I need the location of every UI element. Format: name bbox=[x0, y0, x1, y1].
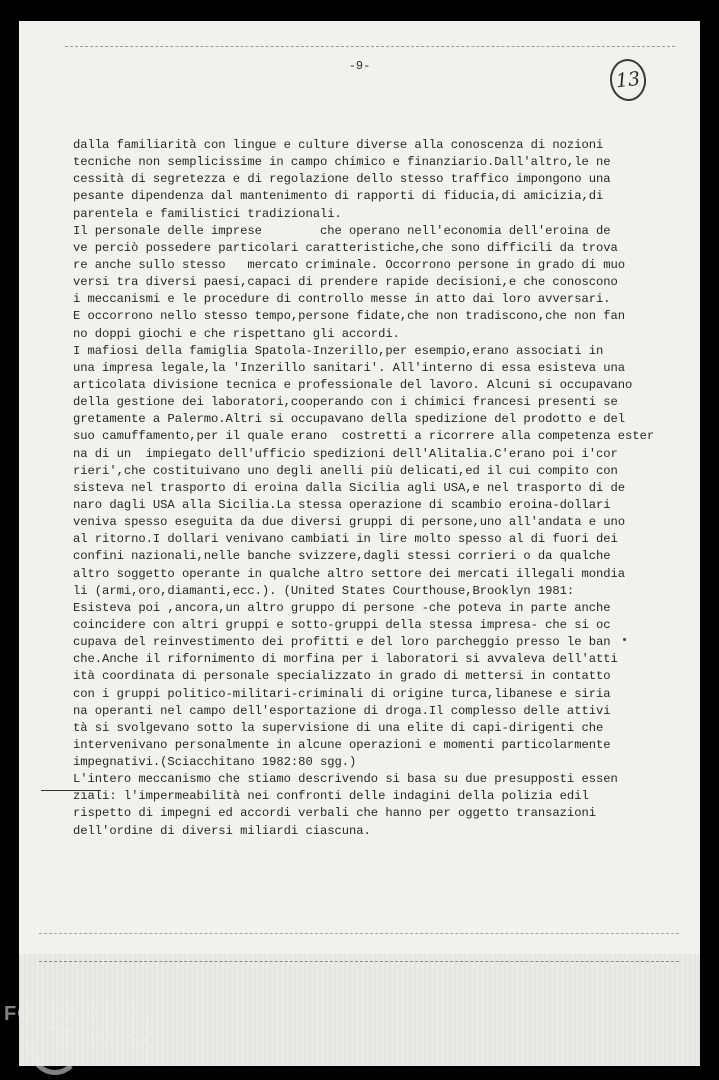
text-line: I mafiosi della famiglia Spatola-Inzerillo,per esempio,erano associati in bbox=[73, 343, 604, 358]
text-line: suo camuffamento,per il quale erano costretti a ricorrere alla competenza ester bbox=[73, 429, 655, 444]
text-line: tà si svolgevano sotto la supervisione di una elite di capi-dirigenti che bbox=[73, 720, 604, 735]
text-line: versi tra diversi paesi,capaci di prendere rapide decisioni,e che conoscono bbox=[73, 275, 618, 290]
ink-dot bbox=[623, 638, 626, 641]
text-line: articolata divisione tecnica e professionale del lavoro. Alcuni si occupavano bbox=[73, 377, 633, 392]
handwritten-underline bbox=[41, 790, 101, 791]
text-line: na operanti nel campo dell'esportazione di droga.Il complesso delle attivi bbox=[73, 703, 611, 718]
text-line: al ritorno.I dollari venivano cambiati in lire molto spesso al di fuori dei bbox=[73, 532, 618, 547]
text-line: ve perciò possedere particolari caratteristiche,che sono difficili da trova bbox=[73, 240, 618, 255]
text-line: gretamente a Palermo.Altri si occupavano della spedizione del prodotto e del bbox=[73, 412, 626, 427]
text-line: Il personale delle imprese che operano nell'economia dell'eroina de bbox=[73, 223, 611, 238]
text-line: coincidere con altri gruppi e sotto-gruppi della stessa impresa- che si oc bbox=[73, 617, 611, 632]
text-line: cessità di segretezza e di regolazione dello stesso traffico impongono una bbox=[73, 172, 611, 187]
text-line: L'intero meccanismo che stiamo descrivendo si basa su due presupposti essen bbox=[73, 772, 618, 787]
text-line: ziali: l'impermeabilità nei confronti delle indagini della polizia edil bbox=[73, 789, 589, 804]
fondazione-gramsci-watermark bbox=[4, 1003, 204, 1078]
text-line: pesante dipendenza dal mantenimento di rapporti di fiducia,di amicizia,di bbox=[73, 189, 604, 204]
text-line: una impresa legale,la 'Inzerillo sanitari'. All'interno di essa esisteva una bbox=[73, 360, 626, 375]
body-text bbox=[73, 137, 673, 840]
text-line: veniva spesso eseguita da due diversi gruppi di persone,uno all'andata e uno bbox=[73, 515, 626, 530]
text-line: Esisteva poi ,ancora,un altro gruppo di persone -che poteva in parte anche bbox=[73, 600, 611, 615]
watermark-line1: FONDAZIONE bbox=[4, 1003, 147, 1025]
text-line: dell'ordine di diversi miliardi ciascuna. bbox=[73, 823, 371, 838]
text-line: altro soggetto operante in qualche altro settore dei mercati illegali mondia bbox=[73, 566, 626, 581]
page-number: -9- bbox=[348, 59, 371, 73]
text-line: con i gruppi politico-militari-criminali di origine turca,libanese e siria bbox=[73, 686, 611, 701]
text-line: della gestione dei laboratori,cooperando con i chimici francesi presenti se bbox=[73, 395, 618, 410]
text-line: re anche sullo stesso mercato criminale. Occorrono persone in grado di muo bbox=[73, 257, 626, 272]
text-line: naro dagli USA alla Sicilia.La stessa operazione di scambio eroina-dollari bbox=[73, 497, 611, 512]
bottom-strip-rule bbox=[39, 961, 679, 962]
watermark-small: onlus bbox=[144, 1053, 169, 1062]
text-line: tecniche non semplicissime in campo chimico e finanziario.Dall'altro,le ne bbox=[73, 155, 611, 170]
text-line: rispetto di impegni ed accordi verbali che hanno per oggetto transazioni bbox=[73, 806, 596, 821]
text-line: dalla familiarità con lingue e culture diverse alla conoscenza di nozioni bbox=[73, 138, 604, 152]
watermark-line2: GRAMSCI bbox=[56, 1027, 167, 1052]
text-line: impegnativi.(Sciacchitano 1982:80 sgg.) bbox=[73, 755, 357, 770]
text-line: sisteva nel trasporto di eroina dalla Sicilia agli USA,e nel trasporto di de bbox=[73, 480, 626, 495]
handwritten-page-number: 13 bbox=[608, 57, 648, 103]
lower-rule bbox=[39, 933, 679, 934]
text-line: i meccanismi e le procedure di controllo messe in atto dai loro avversari. bbox=[73, 292, 611, 307]
top-rule bbox=[65, 46, 675, 47]
text-line: E occorrono nello stesso tempo,persone fidate,che non tradiscono,che non fan bbox=[73, 309, 626, 324]
text-line: rieri',che costituivano uno degli anelli più delicati,ed il cui compito con bbox=[73, 463, 618, 478]
text-line: na di un impiegato dell'ufficio spedizioni dell'Alitalia.C'erano poi i'cor bbox=[73, 446, 618, 461]
text-line: parentela e familistici tradizionali. bbox=[73, 206, 342, 221]
text-line: cupava del reinvestimento dei profitti e del loro parcheggio presso le ban bbox=[73, 635, 611, 650]
text-line: intervenivano personalmente in alcune operazioni e momenti particolarmente bbox=[73, 737, 611, 752]
document-page bbox=[19, 21, 700, 1066]
text-line: ità coordinata di personale specializzato in grado di mettersi in contatto bbox=[73, 669, 611, 684]
text-line: no doppi giochi e che rispettano gli accordi. bbox=[73, 326, 400, 341]
text-line: che.Anche il rifornimento di morfina per i laboratori si avvaleva dell'atti bbox=[73, 652, 618, 667]
text-line: confini nazionali,nelle banche svizzere,dagli stessi corrieri o da qualche bbox=[73, 549, 611, 564]
text-line: li (armi,oro,diamanti,ecc.). (United States Courthouse,Brooklyn 1981: bbox=[73, 583, 575, 598]
